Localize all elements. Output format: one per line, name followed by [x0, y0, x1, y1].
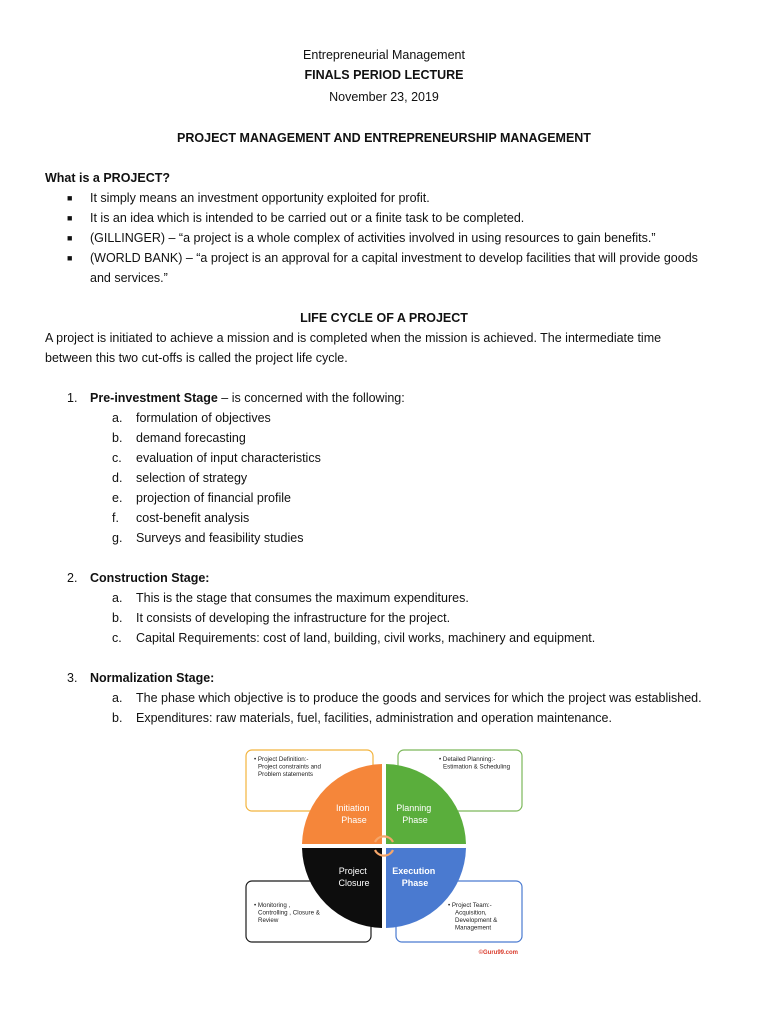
stage-3-item: The phase which objective is to produce the goods and services for which the project was established. — [136, 691, 702, 705]
box-line: Project constraints and — [258, 763, 321, 771]
phase-line: Phase — [401, 878, 429, 888]
stage-number: 2. — [67, 571, 78, 585]
phase-line: Phase — [402, 815, 428, 825]
stage-2-item: Capital Requirements: cost of land, building, civil works, machinery and equipment. — [136, 631, 596, 645]
box-line: Management — [455, 924, 492, 932]
project-heading: What is a PROJECT? — [45, 171, 171, 185]
project-lifecycle-diagram — [236, 740, 536, 960]
phase-line: Execution — [392, 866, 436, 876]
stage-2-item: This is the stage that consumes the maximum expenditures. — [136, 591, 469, 605]
phase-line: Project — [338, 866, 367, 876]
box-line: Development & — [455, 917, 498, 924]
item-letter: a. — [112, 691, 123, 705]
phase-line: Closure — [338, 878, 370, 888]
item-letter: b. — [112, 431, 123, 445]
bullet-marker: ■ — [67, 233, 73, 243]
lifecycle-intro-1: A project is initiated to achieve a mission and is completed when the mission is achieved. The intermediate time — [45, 331, 662, 345]
item-letter: e. — [112, 491, 123, 505]
lifecycle-heading: LIFE CYCLE OF A PROJECT — [300, 311, 468, 325]
stage-1-title-rest: – is concerned with the following: — [217, 391, 405, 405]
item-letter: d. — [112, 471, 123, 485]
phase-line: Phase — [341, 815, 367, 825]
lifecycle-intro-2: between this two cut-offs is called the project life cycle. — [45, 351, 348, 365]
stage-number: 3. — [67, 671, 78, 685]
item-letter: g. — [112, 531, 123, 545]
item-letter: c. — [112, 451, 122, 465]
box-line: • Detailed Planning:- — [439, 756, 496, 763]
stage-1-item: Surveys and feasibility studies — [136, 531, 304, 545]
stage-1-item: cost-benefit analysis — [136, 511, 250, 525]
phase-line: Initiation — [335, 803, 370, 813]
box-line: • Project Definition:- — [254, 756, 309, 763]
box-line: Controlling , Closure & — [258, 909, 320, 917]
stage-1-title-bold: Pre-investment Stage — [90, 391, 218, 405]
item-letter: b. — [112, 611, 123, 625]
box-line: • Monitoring , — [254, 902, 291, 909]
project-bullet-2: It is an idea which is intended to be carried out or a finite task to be completed. — [90, 211, 525, 225]
stage-2-item: It consists of developing the infrastructure for the project. — [136, 611, 451, 625]
bullet-marker: ■ — [67, 193, 73, 203]
stage-1-item: demand forecasting — [136, 431, 246, 445]
box-line: Review — [258, 917, 279, 924]
bullet-marker: ■ — [67, 253, 73, 263]
stage-3-item: Expenditures: raw materials, fuel, facilities, administration and operation maintenance. — [136, 711, 612, 725]
period-title: FINALS PERIOD LECTURE — [304, 68, 464, 82]
stage-1-item: selection of strategy — [136, 471, 248, 485]
project-bullet-1: It simply means an investment opportunity exploited for profit. — [90, 191, 430, 205]
box-line: Estimation & Scheduling — [443, 763, 511, 771]
main-title: PROJECT MANAGEMENT AND ENTREPRENEURSHIP MANAGEMENT — [177, 131, 591, 145]
stage-number: 1. — [67, 391, 78, 405]
item-letter: f. — [112, 511, 119, 525]
item-letter: a. — [112, 411, 123, 425]
stage-1-title — [90, 391, 405, 405]
box-line: • Project Team:- — [448, 902, 492, 909]
stage-3-title: Normalization Stage: — [90, 671, 215, 685]
item-letter: b. — [112, 711, 123, 725]
project-bullet-4-cont: and services.” — [90, 271, 168, 285]
stage-1-item: evaluation of input characteristics — [136, 451, 321, 465]
project-bullet-4: (WORLD BANK) – “a project is an approval for a capital investment to develop facilities that will provide goods — [90, 251, 698, 265]
box-line: Acquisition, — [455, 909, 487, 917]
bullet-marker: ■ — [67, 213, 73, 223]
diagram-credit: ©Guru99.com — [478, 950, 518, 956]
stage-1-item: formulation of objectives — [136, 411, 271, 425]
item-letter: c. — [112, 631, 122, 645]
stage-2-title: Construction Stage: — [90, 571, 210, 585]
lecture-date: November 23, 2019 — [329, 90, 439, 104]
box-line: Problem statements — [258, 771, 314, 778]
item-letter: a. — [112, 591, 123, 605]
project-bullet-3: (GILLINGER) – “a project is a whole complex of activities involved in using resources to gain benefits.” — [90, 231, 656, 245]
phase-line: Planning — [396, 803, 432, 813]
course-title: Entrepreneurial Management — [303, 48, 465, 62]
stage-1-item: projection of financial profile — [136, 491, 291, 505]
